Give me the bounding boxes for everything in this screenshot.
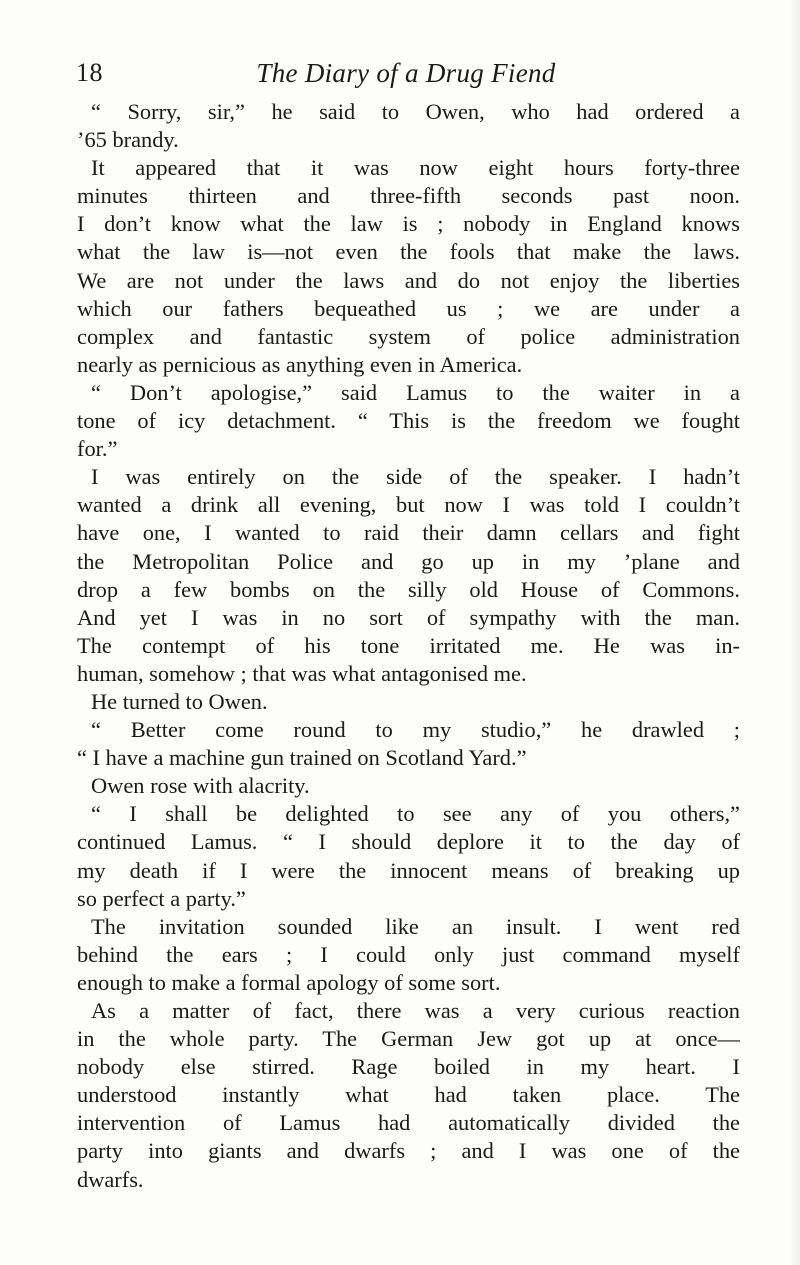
text-line: It appeared that it was now eight hours forty-three — [91, 155, 740, 181]
text-line: what the law is—not even the fools that make the laws. — [77, 239, 740, 265]
text-line: intervention of Lamus had automatically divided the — [77, 1110, 740, 1136]
text-line: nobody else stirred. Rage boiled in my heart. I — [77, 1054, 740, 1080]
text-line: And yet I was in no sort of sympathy with the man. — [77, 604, 740, 630]
text-line: The invitation sounded like an insult. I went red — [91, 913, 740, 939]
text-line: enough to make a formal apology of some sort. — [77, 969, 501, 995]
body-text — [77, 98, 740, 1194]
text-line: have one, I wanted to raid their damn cellars and fight — [77, 520, 740, 546]
text-line: so perfect a party.” — [77, 885, 246, 911]
running-title: The Diary of a Drug Fiend — [256, 58, 556, 88]
text-line: complex and fantastic system of police administration — [77, 323, 740, 349]
text-line: nearly as pernicious as anything even in America. — [77, 351, 523, 377]
text-line: The contempt of his tone irritated me. He was in- — [77, 632, 740, 658]
text-line: ’65 brandy. — [77, 127, 179, 153]
text-line: “ Better come round to my studio,” he drawled ; — [91, 717, 740, 743]
text-line: my death if I were the innocent means of breaking up — [77, 857, 740, 883]
text-line: drop a few bombs on the silly old House of Commons. — [77, 576, 740, 602]
text-line: “ I shall be delighted to see any of you others,” — [91, 801, 740, 827]
text-line: continued Lamus. “ I should deplore it to the day of — [77, 829, 740, 855]
text-line: tone of icy detachment. “ This is the freedom we fought — [77, 408, 740, 434]
text-line: for.” — [77, 436, 118, 462]
text-line: understood instantly what had taken place. The — [77, 1082, 740, 1108]
text-line: Owen rose with alacrity. — [91, 773, 310, 799]
page-number: 18 — [76, 58, 103, 87]
text-line: the Metropolitan Police and go up in my ’plane and — [77, 548, 740, 574]
text-line: dwarfs. — [77, 1166, 144, 1192]
text-line: We are not under the laws and do not enjoy the liberties — [77, 267, 740, 293]
page-edge-shadow — [788, 0, 800, 1265]
text-line: I was entirely on the side of the speaker. I hadn’t — [91, 464, 740, 490]
text-line: “ Don’t apologise,” said Lamus to the waiter in a — [91, 379, 740, 405]
text-line: “ I have a machine gun trained on Scotland Yard.” — [77, 745, 527, 771]
text-line: He turned to Owen. — [91, 688, 268, 714]
text-line: As a matter of fact, there was a very curious reaction — [91, 998, 740, 1023]
text-line: human, somehow ; that was what antagonised me. — [77, 660, 527, 686]
text-line: I don’t know what the law is ; nobody in England knows — [77, 211, 740, 237]
text-line: party into giants and dwarfs ; and I was one of the — [77, 1138, 740, 1164]
text-line: behind the ears ; I could only just command myself — [77, 941, 740, 967]
text-line: which our fathers bequeathed us ; we are under a — [77, 295, 740, 321]
text-line: in the whole party. The German Jew got up at once— — [77, 1026, 740, 1052]
text-line: minutes thirteen and three-fifth seconds past noon. — [77, 183, 740, 209]
page-header — [76, 58, 736, 98]
text-line: wanted a drink all evening, but now I was told I couldn’t — [77, 492, 740, 518]
text-line: “ Sorry, sir,” he said to Owen, who had ordered a — [91, 99, 740, 124]
